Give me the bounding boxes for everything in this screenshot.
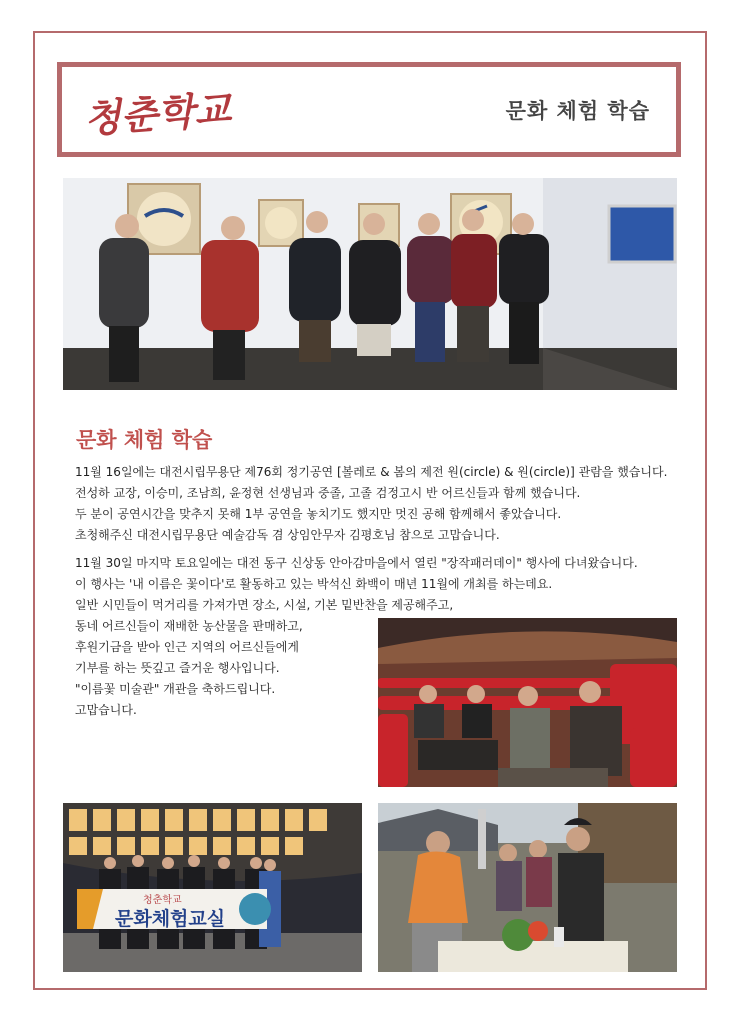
text-line: 고맙습니다.	[75, 703, 137, 717]
text-line: 후원기금을 받아 인근 지역의 어르신들에게	[75, 640, 299, 654]
paragraph-performance	[75, 462, 667, 546]
banner-group-photo	[63, 803, 362, 972]
text-line: 11월 30일 마지막 토요일에는 대전 동구 신상동 안아감마을에서 열린 "장작패러데이" 행사에 다녀왔습니다.	[75, 556, 638, 570]
outdoor-market-photo	[378, 803, 677, 972]
gallery-group-photo	[63, 178, 677, 390]
concert-hall-photo	[378, 618, 677, 787]
text-line: 11월 16일에는 대전시립무용단 제76회 정기공연 [볼레로 & 봄의 제전 원(circle) & 원(circle)] 관람을 했습니다.	[75, 465, 668, 479]
header-box	[57, 62, 681, 157]
banner-small-text: 청춘학교	[143, 895, 182, 906]
text-line: 동네 어르신들이 재배한 농산물을 판매하고,	[75, 619, 303, 633]
text-line: "이름꽃 미술관" 개관을 축하드립니다.	[75, 682, 276, 696]
banner-large-text: 문화체험교실	[115, 909, 226, 930]
event-banner	[77, 889, 271, 930]
section-title: 문화 체험 학습	[76, 428, 213, 452]
text-line: 이 행사는 '내 이름은 꽃이다'로 활동하고 있는 박석신 화백이 매년 11월에 개최를 하는데요.	[75, 577, 553, 591]
header-title: 문화 체험 학습	[505, 99, 650, 123]
text-line: 초청해주신 대전시립무용단 예술감독 겸 상임안무자 김평호님 참으로 고맙습니다.	[75, 528, 500, 542]
text-line: 전성하 교장, 이승미, 조남희, 윤정현 선생님과 중졸, 고졸 검정고시 반 어르신들과 함께 했습니다.	[75, 486, 581, 500]
text-line: 두 분이 공연시간을 맞추지 못해 1부 공연을 놓치기도 했지만 멋진 공해 함께해서 좋았습니다.	[75, 507, 562, 521]
text-line: 기부를 하는 뜻깊고 즐거운 행사입니다.	[75, 661, 280, 675]
logo-text: 청춘학교	[82, 86, 233, 141]
school-logo	[80, 81, 250, 141]
text-line: 일반 시민들이 먹거리를 가져가면 장소, 시설, 기본 밑반찬을 제공해주고,	[75, 598, 454, 612]
